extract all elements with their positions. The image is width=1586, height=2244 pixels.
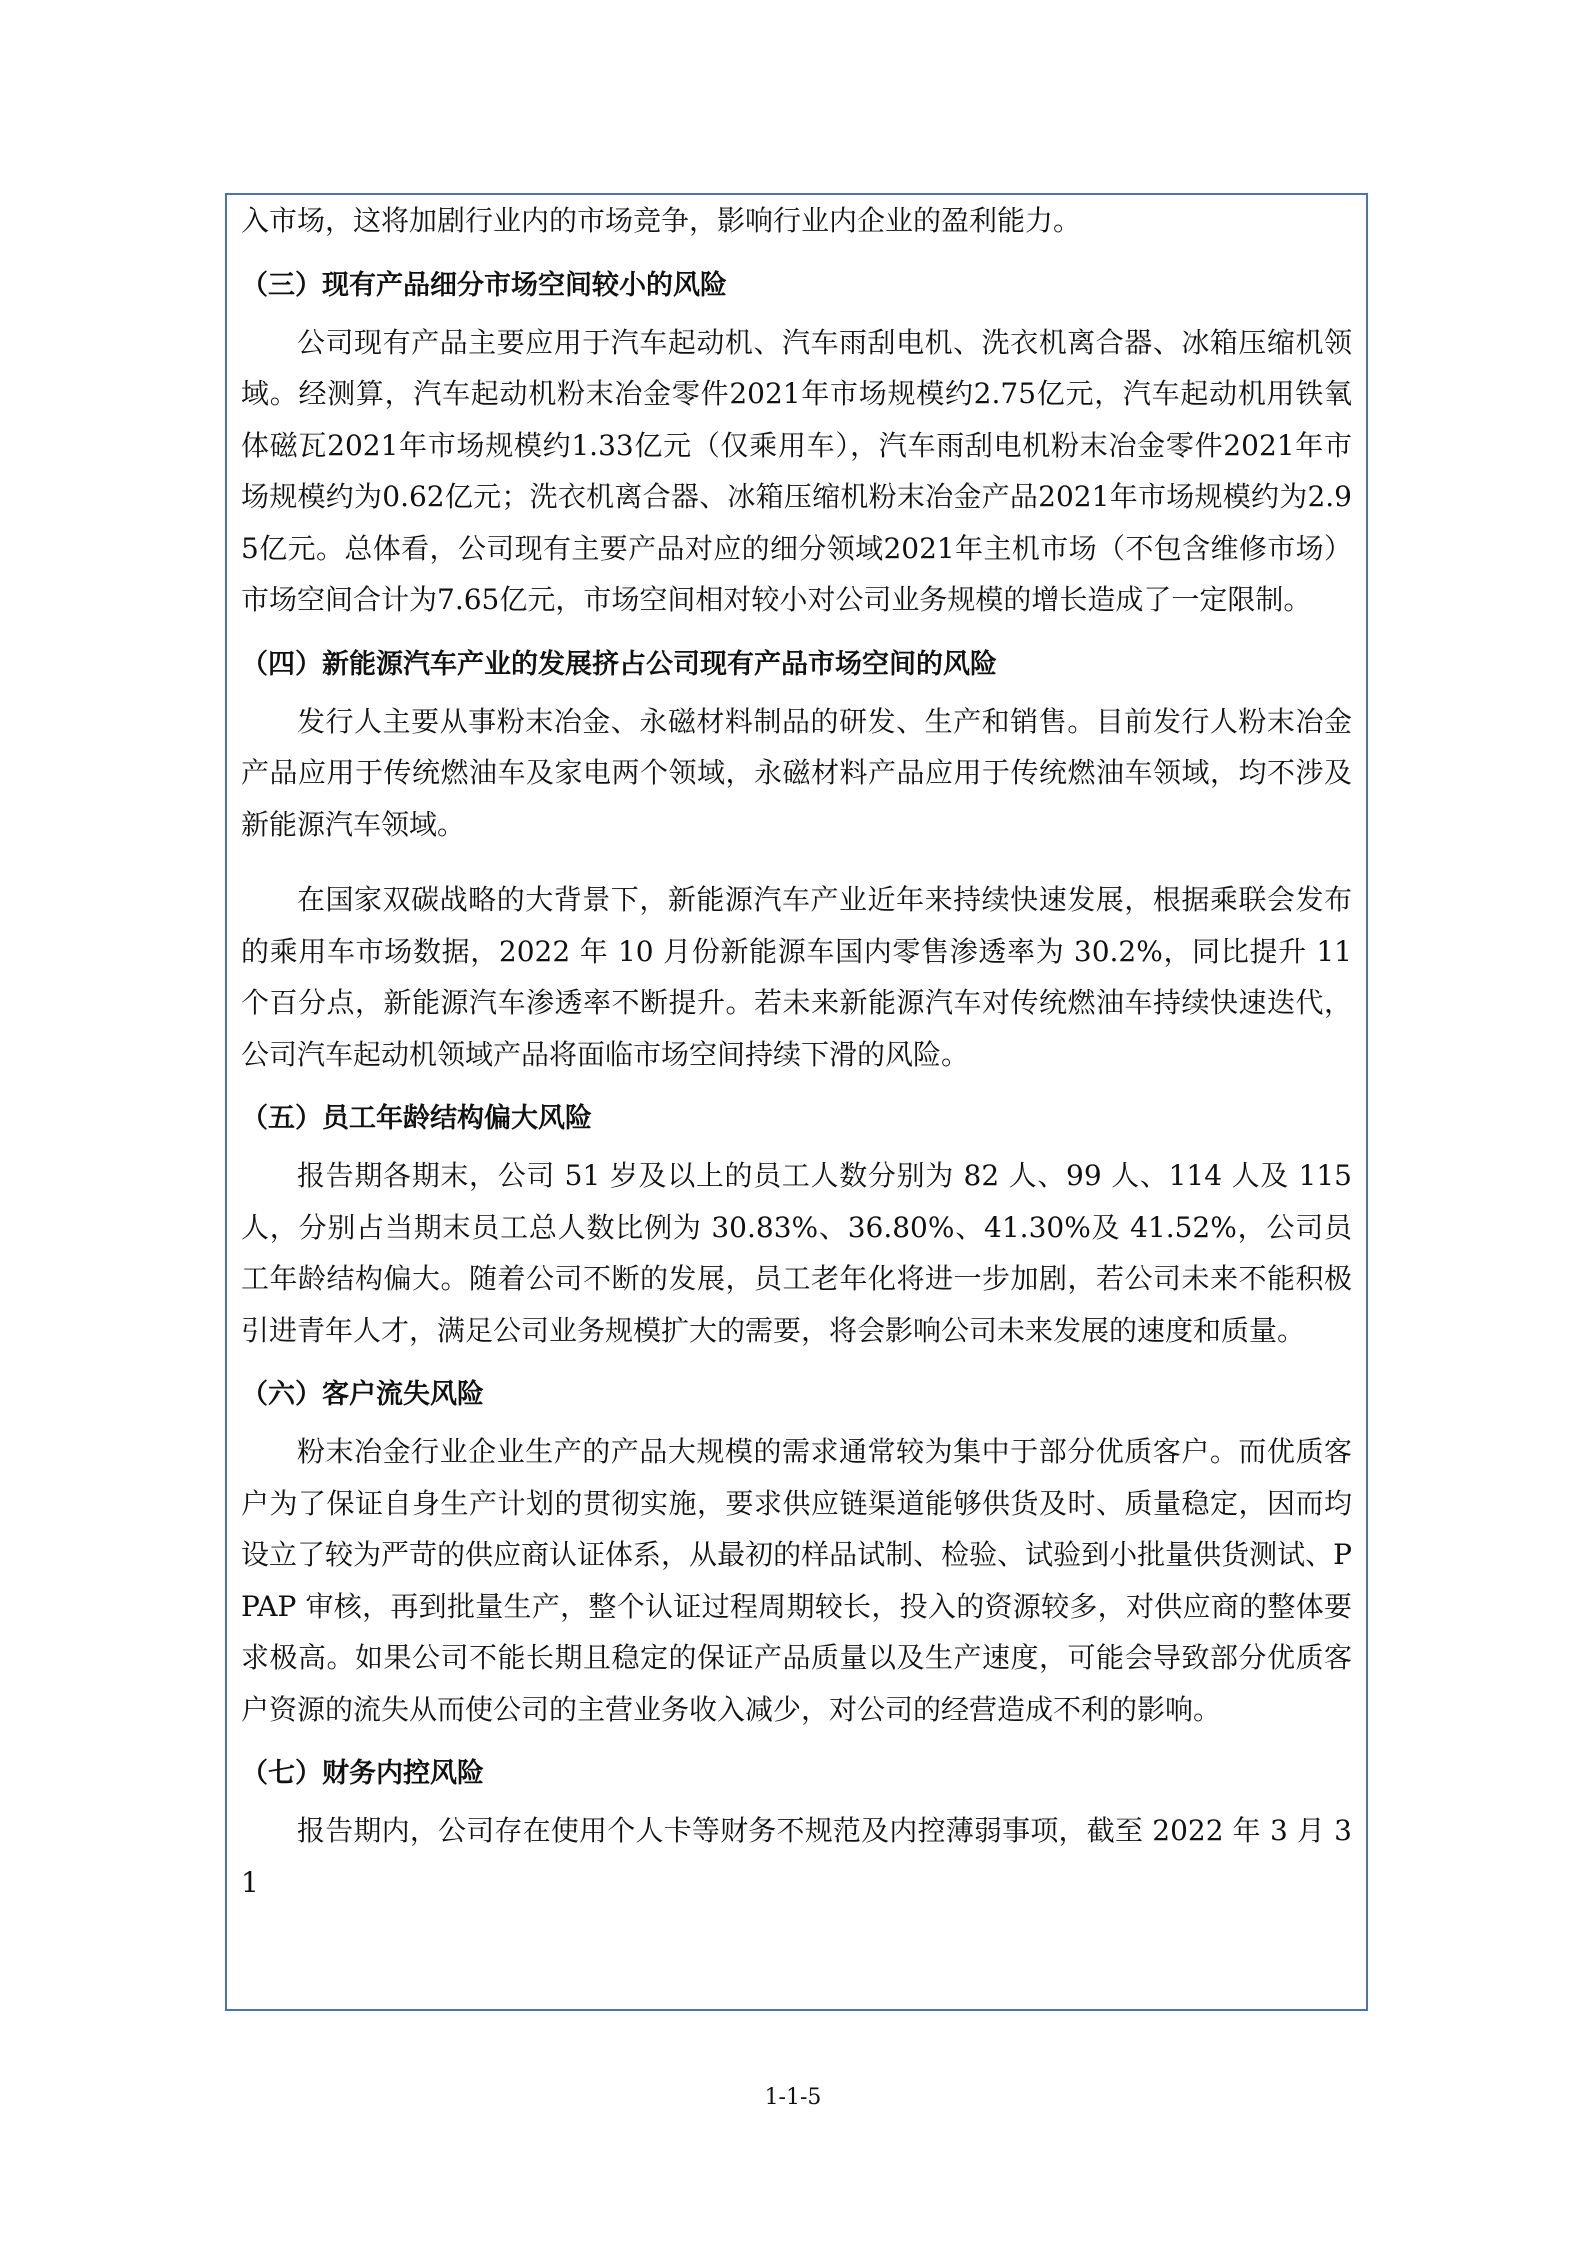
paragraph-section-3: 公司现有产品主要应用于汽车起动机、汽车雨刮电机、洗衣机离合器、冰箱压缩机领域。经测算，汽车起动机粉末冶金零件2021年市场规模约2.75亿元，汽车起动机用铁氧体磁瓦2021年市场规模约1.33亿元（仅乘用车），汽车雨刮电机粉末冶金零件2021年市场规模约为0.62亿元；洗衣机离合器、冰箱压缩机粉末冶金产品2021年市场规模约为2.95亿元。总体看，公司现有主要产品对应的细分领域2021年主机市场（不包含维修市场）市场空间合计为7.65亿元，市场空间相对较小对公司业务规模的增长造成了一定限制。 [241, 325, 1352, 616]
section-heading-4: （四）新能源汽车产业的发展挤占公司现有产品市场空间的风险 [241, 648, 997, 680]
paragraph-section-5: 报告期各期末，公司 51 岁及以上的员工人数分别为 82 人、99 人、114 人及 115 人，分别占当期末员工总人数比例为 30.83%、36.80%、41.30%及 41.52%，公司员工年龄结构偏大。随着公司不断的发展，员工老年化将进一步加剧，若公司未来不能积极引进青年人才，满足公司业务规模扩大的需要，将会影响公司未来发展的速度和质量。 [241, 1159, 1352, 1347]
paragraph-section-6: 粉末冶金行业企业生产的产品大规模的需求通常较为集中于部分优质客户。而优质客户为了保证自身生产计划的贯彻实施，要求供应链渠道能够供货及时、质量稳定，因而均设立了较为严苛的供应商认证体系，从最初的样品试制、检验、试验到小批量供货测试、PPAP 审核，再到批量生产，整个认证过程周期较长，投入的资源较多，对供应商的整体要求极高。如果公司不能长期且稳定的保证产品质量以及生产速度，可能会导致部分优质客户资源的流失从而使公司的主营业务收入减少，对公司的经营造成不利的影响。 [241, 1435, 1352, 1726]
section-heading-6: （六）客户流失风险 [241, 1379, 484, 1410]
paragraph-section-4b: 在国家双碳战略的大背景下，新能源汽车产业近年来持续快速发展，根据乘联会发布的乘用车市场数据，2022 年 10 月份新能源车国内零售渗透率为 30.2%，同比提升 11 个百分点，新能源汽车渗透率不断提升。若未来新能源汽车对传统燃油车持续快速迭代，公司汽车起动机领域产品将面临市场空间持续下滑的风险。 [241, 883, 1352, 1071]
page-number: 1-1-5 [764, 2085, 822, 2110]
section-heading-7: （七）财务内控风险 [241, 1758, 484, 1789]
content-frame [225, 193, 1368, 2011]
section-heading-3: （三）现有产品细分市场空间较小的风险 [241, 269, 727, 301]
paragraph-section-4a: 发行人主要从事粉末冶金、永磁材料制品的研发、生产和销售。目前发行人粉末冶金产品应用于传统燃油车及家电两个领域，永磁材料产品应用于传统燃油车领域，均不涉及新能源汽车领域。 [241, 704, 1352, 841]
paragraph-section-7: 报告期内，公司存在使用个人卡等财务不规范及内控薄弱事项，截至 2022 年 3 月 31 [241, 1814, 1352, 1899]
section-heading-5: （五）员工年龄结构偏大风险 [241, 1103, 592, 1134]
paragraph-continuation: 入市场，这将加剧行业内的市场竞争，影响行业内企业的盈利能力。 [241, 204, 1082, 237]
